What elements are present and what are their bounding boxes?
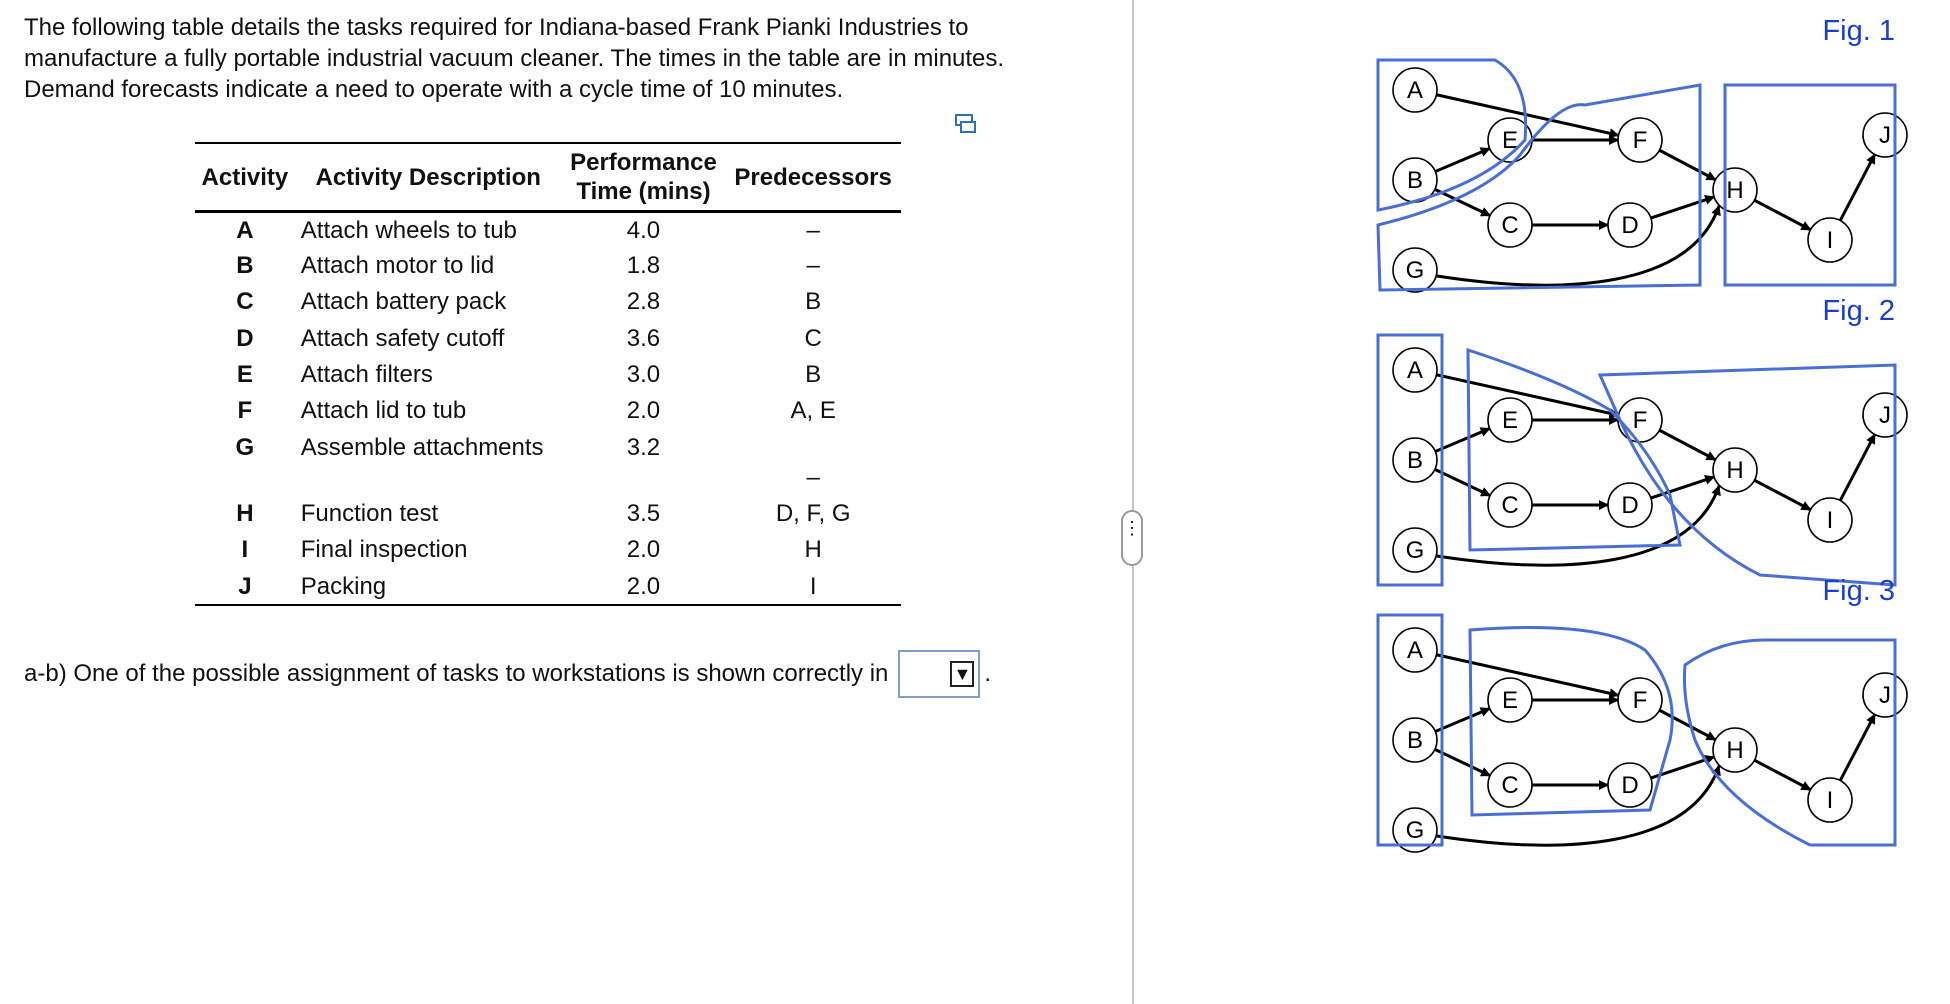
fig-2 <box>1378 295 1907 585</box>
node-a-label: A <box>1406 637 1424 664</box>
cell-activity: D <box>236 324 254 352</box>
arrow-H-I <box>1754 480 1810 510</box>
copy-icon[interactable] <box>954 113 978 135</box>
cell-time: 3.2 <box>626 433 661 461</box>
fig-1-label: Fig. 1 <box>1822 15 1895 47</box>
header-activity: Activity <box>195 143 295 212</box>
fig-3 <box>1378 575 1907 852</box>
node-c-label: C <box>1501 212 1519 239</box>
node-i-label: I <box>1826 787 1834 814</box>
node-b-label: B <box>1406 727 1424 754</box>
cell-activity: G <box>235 433 255 461</box>
node-h-label: H <box>1726 177 1744 204</box>
header-time-label: Performance Time (mins) <box>570 149 717 205</box>
header-description: Activity Description <box>295 143 562 212</box>
node-h-label: H <box>1726 737 1744 764</box>
cell-predecessors: H <box>804 536 822 564</box>
cell-time: 4.0 <box>626 217 661 244</box>
table-row <box>195 496 901 532</box>
header-predecessors: Predecessors <box>725 143 901 212</box>
cell-predecessors: – <box>806 217 820 244</box>
cell-time: 2.0 <box>626 536 661 564</box>
cell-activity: I <box>241 536 249 564</box>
header-time <box>562 143 726 212</box>
cell-time: 3.0 <box>626 361 661 389</box>
arrow-B-E <box>1435 149 1489 172</box>
cell-predecessors: D, F, G <box>775 499 851 527</box>
node-d-label: D <box>1621 492 1639 519</box>
node-g-label: G <box>1405 817 1425 844</box>
cell-description: Packing <box>295 569 562 605</box>
dropdown-arrow-icon: ▼ <box>950 661 974 687</box>
node-a-label: A <box>1406 77 1424 104</box>
table-row <box>195 212 901 248</box>
table-row <box>195 284 901 320</box>
cell-predecessors: B <box>805 361 822 389</box>
table-row <box>195 321 901 357</box>
arrow-F-H <box>1659 430 1715 460</box>
fig-2-label: Fig. 2 <box>1822 295 1895 327</box>
node-e-label: E <box>1501 127 1519 154</box>
cell-time: 1.8 <box>626 251 661 279</box>
node-j-label: J <box>1879 402 1891 429</box>
node-c-label: C <box>1501 772 1519 799</box>
table-body <box>195 212 901 606</box>
cell-time: 2.0 <box>626 397 661 425</box>
node-i-label: I <box>1826 507 1834 534</box>
node-b-label: B <box>1406 167 1424 194</box>
cell-predecessors: – <box>806 463 820 491</box>
cell-time: 3.5 <box>626 499 661 527</box>
node-f-label: F <box>1632 407 1648 434</box>
cell-time: 2.0 <box>562 569 726 605</box>
node-e-label: E <box>1501 407 1519 434</box>
cell-description: Attach motor to lid <box>300 251 495 279</box>
arrow-G-H <box>1437 206 1719 285</box>
cell-time: 3.6 <box>626 324 661 352</box>
table-header-row <box>195 143 901 212</box>
table-row <box>195 430 901 496</box>
cell-description: Assemble attachments <box>300 433 544 461</box>
node-h-label: H <box>1726 457 1744 484</box>
node-b-label: B <box>1406 447 1424 474</box>
arrow-I-J <box>1840 154 1875 220</box>
arrow-I-J <box>1840 714 1875 780</box>
cell-predecessors: C <box>804 324 822 352</box>
figures-panel <box>1360 15 1940 960</box>
cell-activity: A <box>236 217 254 244</box>
task-table <box>195 142 901 606</box>
cell-activity: F <box>237 397 253 425</box>
fig-1 <box>1378 15 1907 292</box>
cell-time: 2.8 <box>626 288 661 316</box>
cell-activity: B <box>236 251 254 279</box>
node-f-label: F <box>1632 687 1648 714</box>
node-e-label: E <box>1501 687 1519 714</box>
problem-intro: The following table details the tasks required for Indiana-based Frank Pianki Industries to manufacture a fully portable industrial vacuum cleaner. The times in the table are in minutes. Demand forecasts indicate a need to operate with a cycle time of 10 minutes. <box>24 14 1005 103</box>
cell-description: Function test <box>300 499 439 527</box>
cell-predecessors: – <box>806 251 820 279</box>
cell-description: Attach safety cutoff <box>300 324 505 352</box>
node-j-label: J <box>1879 682 1891 709</box>
node-g-label: G <box>1405 257 1425 284</box>
cell-description: Attach filters <box>300 361 433 389</box>
panel-splitter-handle[interactable]: ⋮ <box>1121 510 1143 566</box>
panel-divider <box>1132 0 1134 1004</box>
arrow-I-J <box>1840 434 1875 500</box>
node-a-label: A <box>1406 357 1424 384</box>
cell-description: Attach wheels to tub <box>300 217 517 244</box>
arrow-D-H <box>1651 197 1714 218</box>
node-f-label: F <box>1632 127 1648 154</box>
cell-description: Attach lid to tub <box>300 397 467 425</box>
arrow-G-H <box>1437 766 1719 845</box>
node-g-label: G <box>1405 537 1425 564</box>
node-d-label: D <box>1621 212 1639 239</box>
table-row <box>195 248 901 284</box>
arrow-H-I <box>1754 200 1810 230</box>
cell-predecessors: I <box>725 569 901 605</box>
arrow-H-I <box>1754 760 1810 790</box>
question-text: a-b) One of the possible assignment of tasks to workstations is shown correctly in <box>24 660 889 687</box>
question-line <box>24 650 991 698</box>
cell-predecessors: B <box>805 288 822 316</box>
node-c-label: C <box>1501 492 1519 519</box>
fig-3-label: Fig. 3 <box>1822 575 1895 607</box>
table-row <box>195 357 901 393</box>
cell-activity: C <box>236 288 254 316</box>
arrow-F-H <box>1659 150 1715 180</box>
table-row <box>195 569 901 605</box>
cell-activity: E <box>236 361 253 389</box>
cell-activity: J <box>195 569 295 605</box>
node-j-label: J <box>1879 122 1891 149</box>
node-i-label: I <box>1826 227 1834 254</box>
cell-description: Attach battery pack <box>300 288 507 316</box>
table-row <box>195 532 901 568</box>
answer-dropdown[interactable] <box>898 650 980 698</box>
cell-description: Final inspection <box>300 536 468 564</box>
node-d-label: D <box>1621 772 1639 799</box>
table-row <box>195 393 901 429</box>
question-period: . <box>984 660 992 687</box>
cell-activity: H <box>236 499 254 527</box>
cell-predecessors: A, E <box>790 397 836 425</box>
